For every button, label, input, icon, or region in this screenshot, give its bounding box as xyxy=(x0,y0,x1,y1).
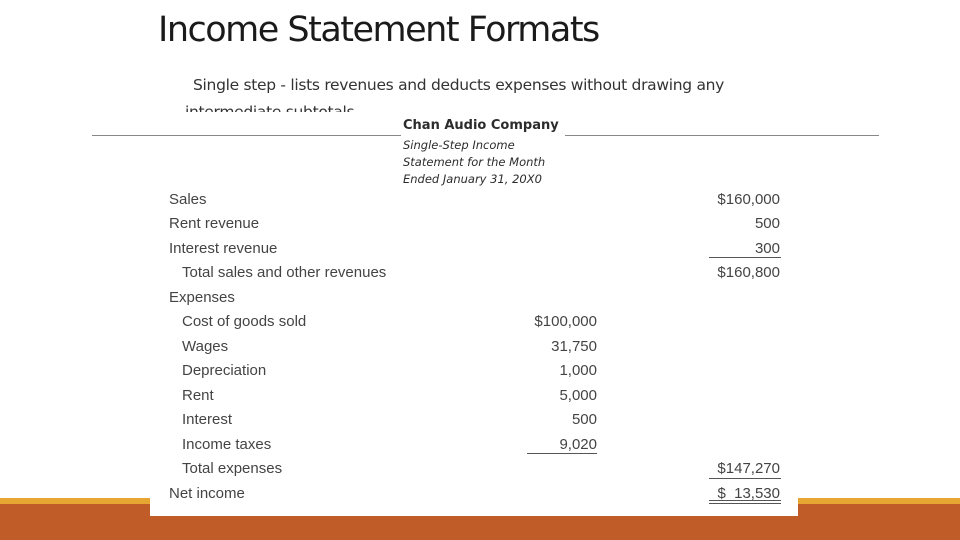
total-expenses-underline xyxy=(709,478,781,479)
statement-row-rent xyxy=(150,384,798,408)
statement-title-line-2: Statement for the Month xyxy=(403,155,546,169)
row-label: Rent revenue xyxy=(169,215,260,232)
header-rule-right xyxy=(565,135,879,136)
row-label: Income taxes xyxy=(182,436,272,453)
row-total-value: $ 13,530 xyxy=(717,485,780,502)
statement-row-income-taxes xyxy=(150,433,798,457)
statement-row-net-income xyxy=(150,482,798,506)
statement-row-total-expenses xyxy=(150,457,798,481)
row-label: Expenses xyxy=(169,289,235,306)
row-detail-value: 31,750 xyxy=(551,338,597,355)
row-label: Interest revenue xyxy=(169,240,278,257)
row-label: Interest xyxy=(182,411,233,428)
row-total-value: $160,000 xyxy=(717,191,780,208)
row-detail-value: 1,000 xyxy=(559,362,597,379)
statement-title xyxy=(403,137,573,188)
row-detail-value: 5,000 xyxy=(559,387,597,404)
statement-title-line-3: Ended January 31, 20X0 xyxy=(403,172,542,186)
row-label: Depreciation xyxy=(182,362,267,379)
income-statement xyxy=(150,112,798,516)
row-label: Sales xyxy=(169,191,207,208)
row-detail-value: $100,000 xyxy=(534,313,597,330)
net-income-double-underline xyxy=(709,500,781,504)
statement-row-sales xyxy=(150,188,798,212)
row-detail-value: 500 xyxy=(571,411,597,428)
row-total-value: 500 xyxy=(754,215,780,232)
row-detail-value: 9,020 xyxy=(559,436,597,453)
header-rule-left xyxy=(92,135,401,136)
row-total-value: $147,270 xyxy=(717,460,780,477)
row-label: Net income xyxy=(169,485,245,502)
statement-title-line-1: Single-Step Income xyxy=(403,138,515,152)
statement-row-expenses-heading xyxy=(150,286,798,310)
row-label: Cost of goods sold xyxy=(182,313,307,330)
company-name: Chan Audio Company xyxy=(403,118,559,133)
row-label: Total expenses xyxy=(182,460,283,477)
slide-title: Income Statement Formats xyxy=(158,10,599,50)
statement-row-wages xyxy=(150,335,798,359)
row-label: Total sales and other revenues xyxy=(182,264,387,281)
row-label: Rent xyxy=(182,387,214,404)
statement-row-depreciation xyxy=(150,359,798,383)
statement-row-total-revenues xyxy=(150,261,798,285)
statement-row-cost-of-goods-sold xyxy=(150,310,798,334)
expenses-underline xyxy=(527,453,597,454)
row-label: Wages xyxy=(182,338,229,355)
row-total-value: $160,800 xyxy=(717,264,780,281)
statement-row-rent-revenue xyxy=(150,212,798,236)
row-total-value: 300 xyxy=(754,240,780,257)
subtotal-underline xyxy=(709,257,781,258)
statement-row-interest xyxy=(150,408,798,432)
statement-row-interest-revenue xyxy=(150,237,798,261)
subtitle-line-1: Single step - lists revenues and deducts expenses without drawing any xyxy=(193,76,725,94)
